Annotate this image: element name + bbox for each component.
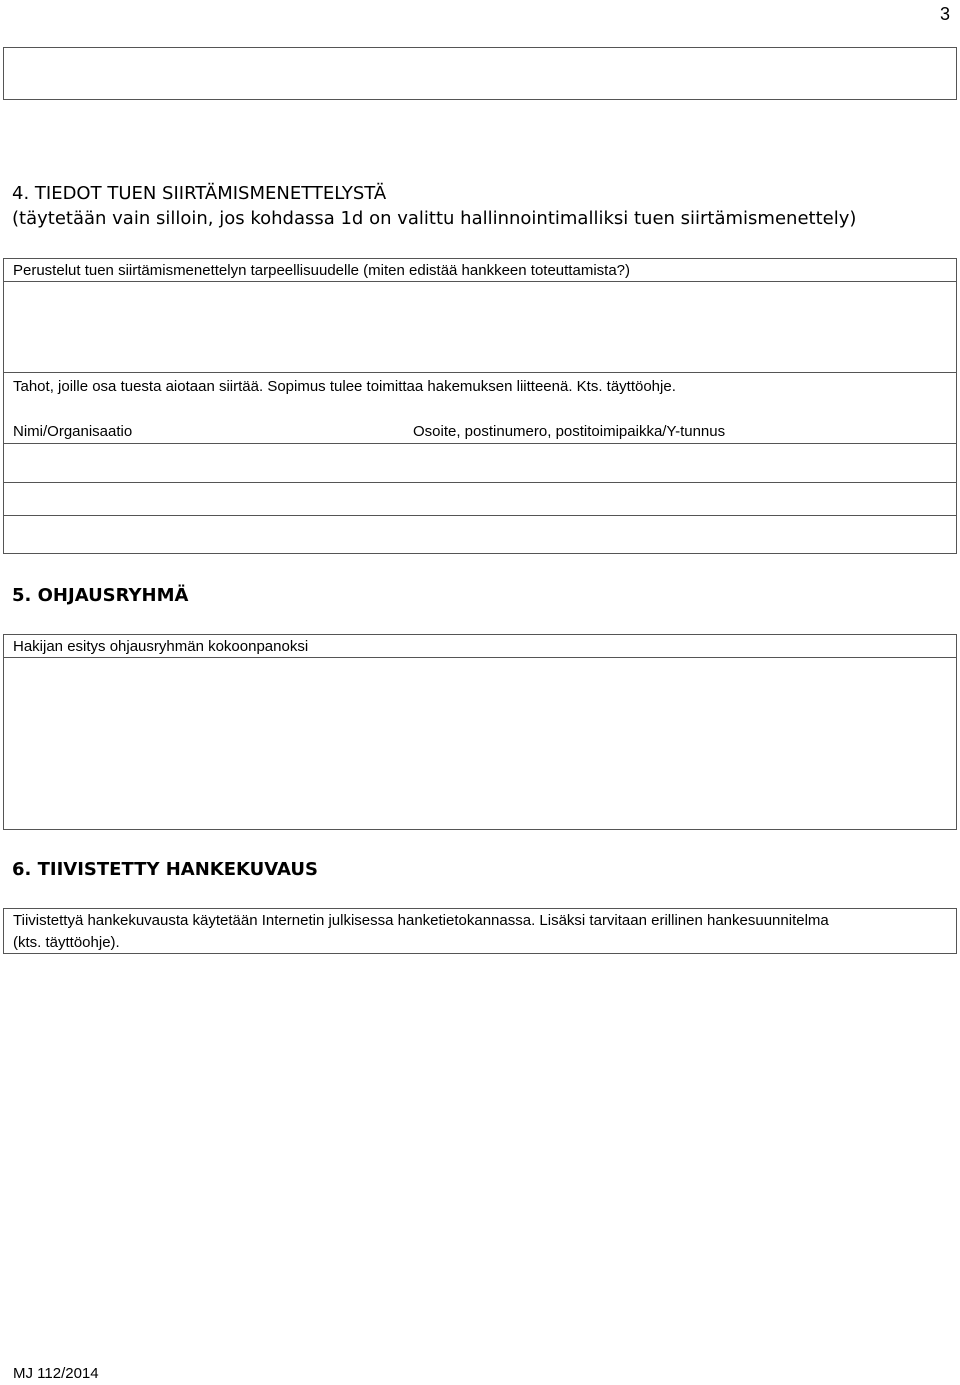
transfer-note: Tahot, joille osa tuesta aiotaan siirtää. Sopimus tulee toimittaa hakemuksen liitteenä. Kts. täyttöohje. [13,378,676,395]
page-number: 3 [940,4,951,24]
divider [3,372,957,373]
column-header-name: Nimi/Organisaatio [13,423,133,440]
recipient-row-1[interactable] [4,444,956,482]
steering-group-label: Hakijan esitys ohjausryhmän kokoonpanoksi [13,638,309,655]
steering-group-field[interactable] [4,658,956,829]
section-5-title: 5. OHJAUSRYHMÄ [12,585,189,606]
section-4-title: 4. TIEDOT TUEN SIIRTÄMISMENETTELYSTÄ [12,183,387,204]
section-6-title: 6. TIIVISTETTY HANKEKUVAUS [12,859,318,880]
summary-label-line-2: (kts. täyttöohje). [13,934,120,951]
section-4-subtitle: (täytetään vain silloin, jos kohdassa 1d on valittu hallinnointimalliksi tuen siirtämismenettely) [12,208,857,229]
justification-label: Perustelut tuen siirtämismenettelyn tarpeellisuudelle (miten edistää hankkeen toteuttamista?) [13,262,630,279]
justification-field[interactable] [4,282,956,372]
recipient-row-2[interactable] [4,483,956,515]
column-header-address: Osoite, postinumero, postitoimipaikka/Y-tunnus [413,423,726,440]
recipient-row-3[interactable] [4,516,956,553]
top-empty-field[interactable] [3,47,957,100]
summary-label-line-1: Tiivistettyä hankekuvausta käytetään Internetin julkisessa hanketietokannassa. Lisäksi tarvitaan erillinen hankesuunnitelma [13,912,829,929]
footer-form-code: MJ 112/2014 [13,1365,99,1382]
